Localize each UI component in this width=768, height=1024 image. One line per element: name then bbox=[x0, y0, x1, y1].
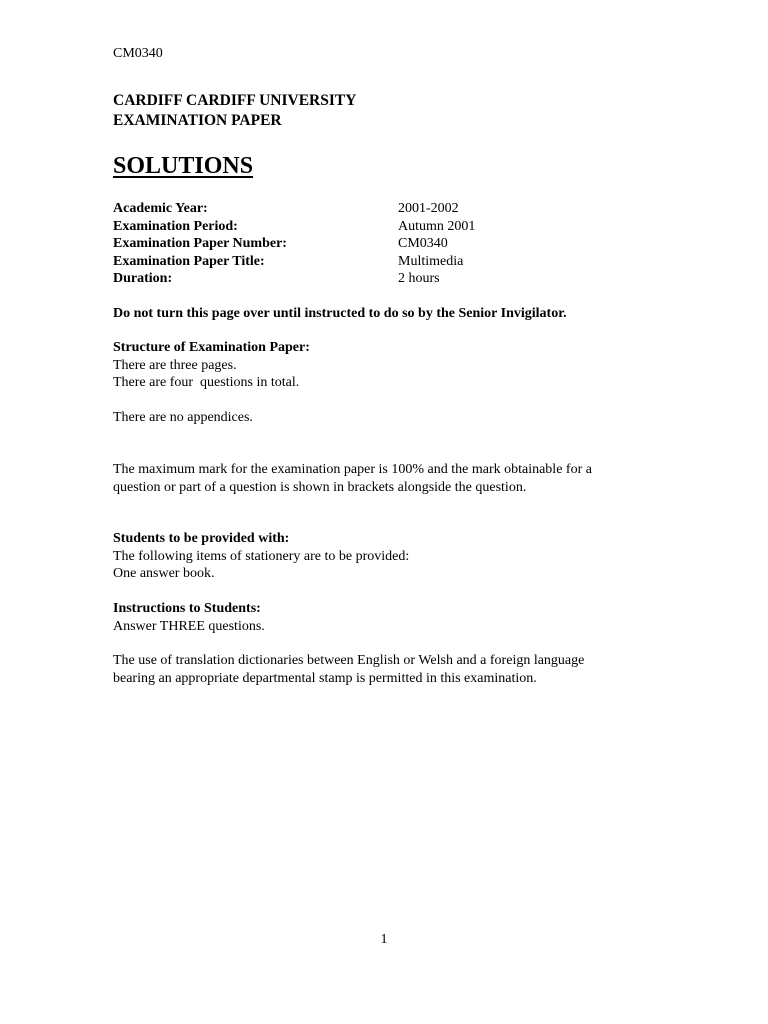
detail-value: Multimedia bbox=[398, 253, 464, 269]
detail-label: Examination Period: bbox=[113, 218, 238, 234]
detail-row-academic-year bbox=[113, 200, 513, 218]
dictionary-line-2: bearing an appropriate departmental stamp is permitted in this examination. bbox=[113, 670, 537, 686]
invigilator-warning bbox=[113, 305, 673, 323]
warning-text: Do not turn this page over until instructed to do so by the Senior Invigilator. bbox=[113, 306, 567, 321]
dictionary-line-1: The use of translation dictionaries between English or Welsh and a foreign language bbox=[113, 653, 585, 668]
structure-questions: There are four questions in total. bbox=[113, 375, 300, 390]
detail-value: 2 hours bbox=[398, 271, 440, 286]
max-mark-line-1: The maximum mark for the examination paper is 100% and the mark obtainable for a bbox=[113, 462, 592, 477]
instructions-heading: Instructions to Students: bbox=[113, 601, 261, 616]
max-mark-section bbox=[113, 461, 673, 496]
solutions-title: SOLUTIONS bbox=[113, 153, 254, 179]
appendices-section bbox=[113, 409, 673, 427]
structure-heading: Structure of Examination Paper: bbox=[113, 340, 310, 355]
structure-pages: There are three pages. bbox=[113, 357, 237, 373]
course-code: CM0340 bbox=[113, 46, 163, 61]
detail-value: Autumn 2001 bbox=[398, 218, 476, 234]
detail-label: Examination Paper Title: bbox=[113, 253, 265, 269]
detail-row-examination-period bbox=[113, 218, 513, 236]
detail-label: Duration: bbox=[113, 271, 173, 286]
detail-value: CM0340 bbox=[398, 236, 448, 251]
detail-row-paper-number bbox=[113, 235, 513, 253]
examination-paper-heading: EXAMINATION PAPER bbox=[113, 111, 282, 129]
university-name: CARDIFF CARDIFF UNIVERSITY bbox=[113, 92, 357, 109]
stationery-line-2: One answer book. bbox=[113, 566, 215, 581]
stationery-heading: Students to be provided with: bbox=[113, 531, 290, 546]
max-mark-line-2: question or part of a question is shown in brackets alongside the question. bbox=[113, 479, 527, 495]
university-heading bbox=[113, 91, 673, 130]
course-code-header bbox=[113, 45, 673, 63]
instructions-section bbox=[113, 600, 673, 635]
exam-details-table bbox=[113, 200, 513, 288]
detail-row-paper-title bbox=[113, 253, 513, 271]
dictionary-section bbox=[113, 652, 673, 687]
detail-label: Examination Paper Number: bbox=[113, 236, 287, 251]
page-number: 1 bbox=[380, 932, 388, 947]
structure-section bbox=[113, 339, 673, 392]
detail-label: Academic Year: bbox=[113, 201, 208, 216]
stationery-section bbox=[113, 530, 673, 583]
stationery-line-1: The following items of stationery are to be provided: bbox=[113, 548, 410, 564]
instructions-line-1: Answer THREE questions. bbox=[113, 618, 265, 634]
detail-value: 2001-2002 bbox=[398, 201, 459, 216]
appendices-text: There are no appendices. bbox=[113, 410, 253, 425]
detail-row-duration bbox=[113, 270, 513, 288]
